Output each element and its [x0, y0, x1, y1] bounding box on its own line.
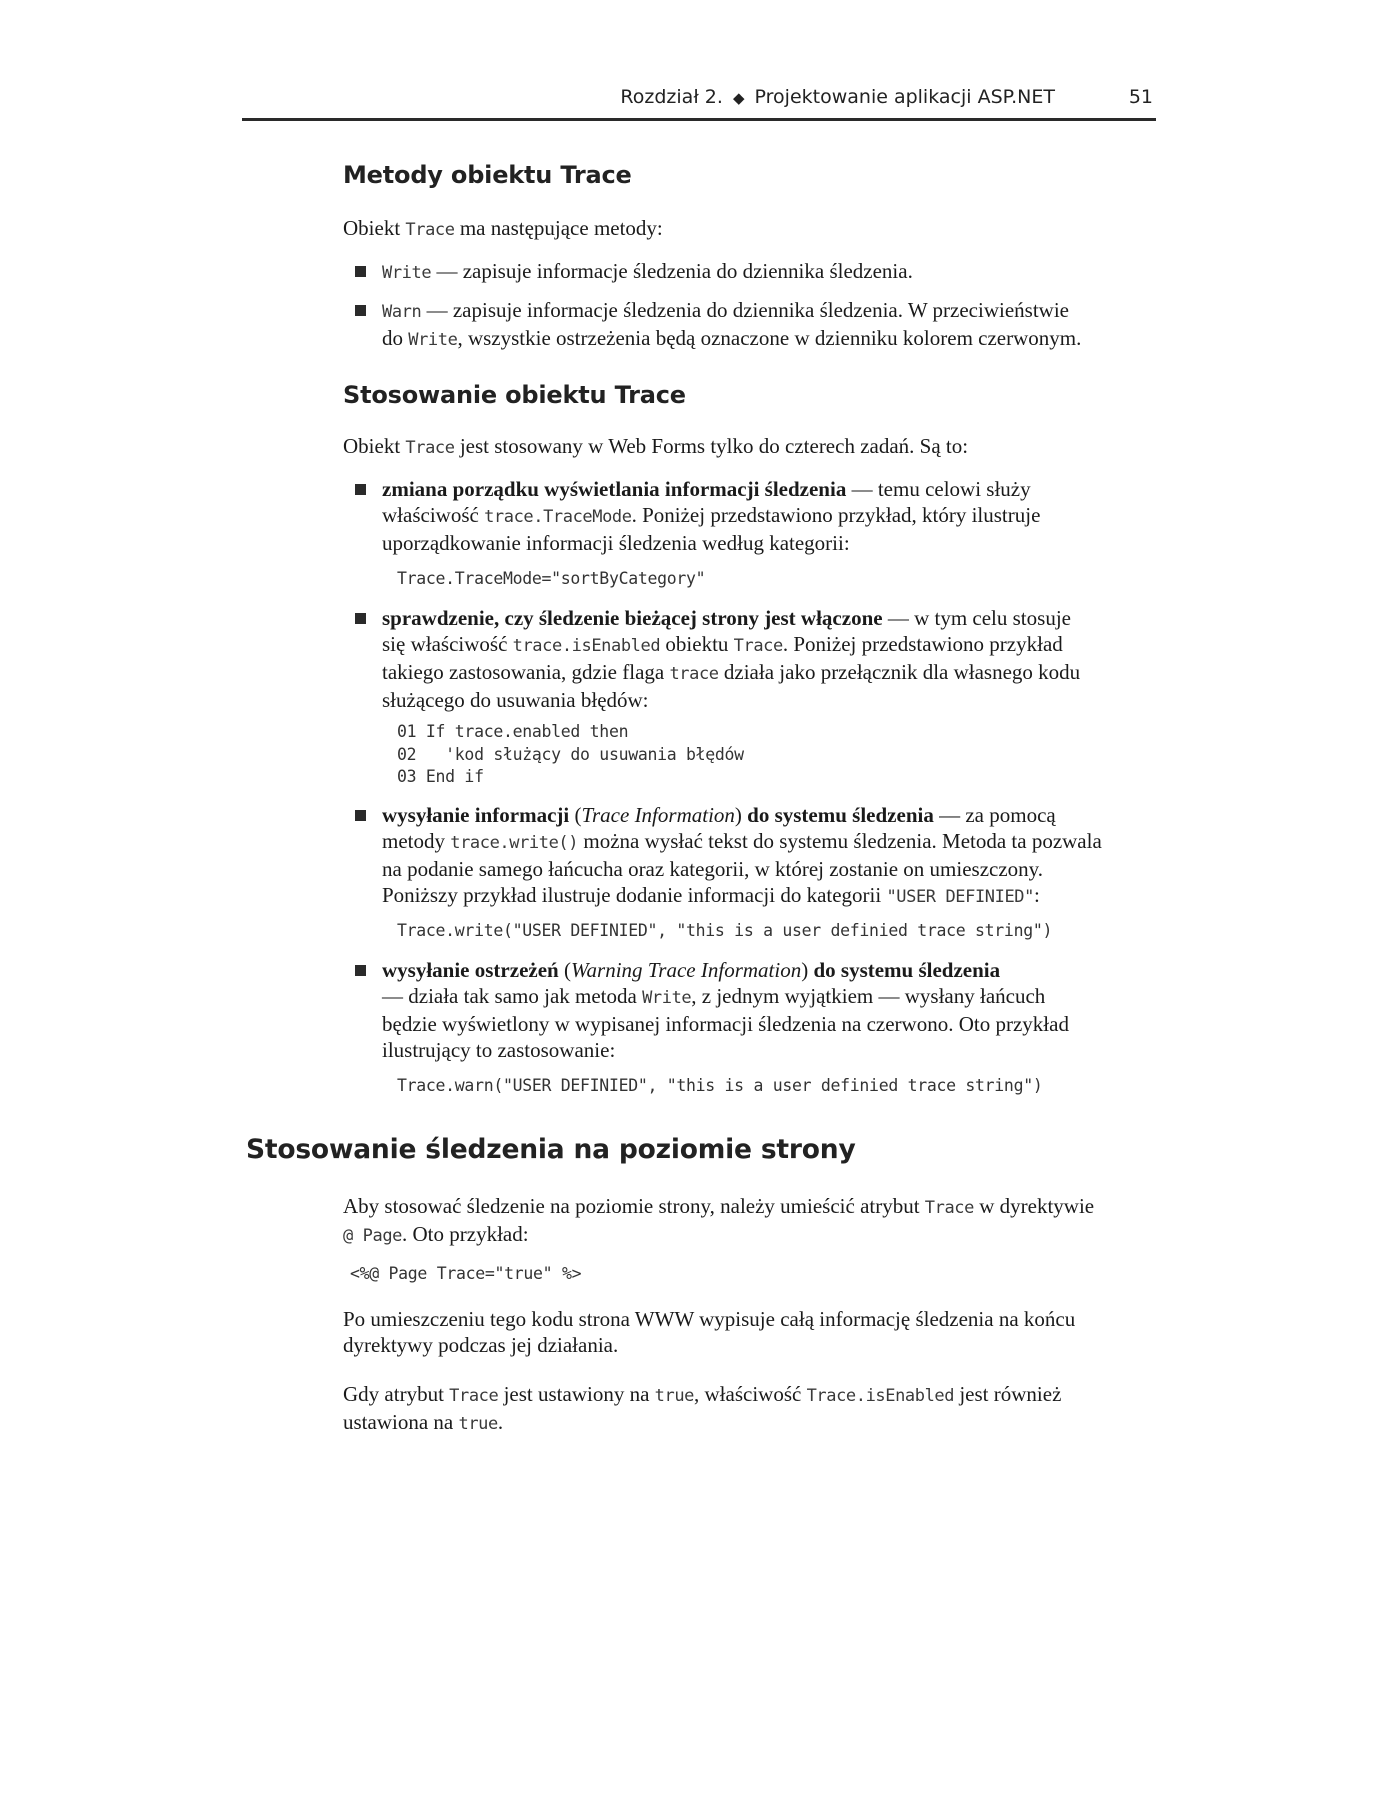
book-page: Rozdział 2. ◆ Projektowanie aplikacji ASP.NET 51 Metody obiektu Trace Obiekt Trace ma następujące metody: Write — zapisuje informacje śledzenia do dziennika śledzenia. Warn — zapisuje informacje śledzenia do dziennika śledzenia. W przeciwieństwie do Write, wszystkie ostrzeżenia będą oznaczone w dzienniku kolorem czerwonym. Stosowanie obiektu Trace Obiekt Trace jest stosowany w Web Forms tylko do czterech zadań. Są to: zmiana porządku wyświetlania informacji śledzenia — temu celowi służy właściwość trace.TraceMode. Poniżej przedstawiono przykład, który ilustruje uporządkowanie informacji śledzenia według kategorii: Trace.TraceMode="sortByCategory" sprawdzenie, czy śledzenie bieżącej strony jest włączone — w tym celu stosuje się właściwość trace.isEnabled obiektu Trace. Poniżej przedstawiono przykład takiego zastosowania, gdzie flaga trace działa jako przełącznik dla własnego kodu służącego do usuwania błędów: 01 If trace.enabled then 02 'kod służący do usuwania błędów 03 End if wysyłanie informacji (Trace Information) do systemu śledzenia –– za pomocą metody trace.write() można wysłać tekst do systemu śledzenia. Metoda ta pozwala na podanie samego łańcucha oraz kategorii, w której zostanie on umieszczony. Poniższy przykład ilustruje dodanie informacji do kategorii "USER DEFINIED": Trace.write("USER DEFINIED", "this is a user definied trace string") wysyłanie ostrzeżeń (Warning Trace Information) do systemu śledzenia — działa tak samo jak metoda Write, z jednym wyjątkiem — wysłany łańcuch będzie wyświetlony w wypisanej informacji śledzenia na czerwono. Oto przykład ilustrujący to zastosowanie: Trace.warn("USER DEFINIED", "this is a user definied trace string") Stosowanie śledzenia na poziomie strony Aby stosować śledzenie na poziomie strony, należy umieścić atrybut Trace w dyrektywie @ Page. Oto przykład: <%@ Page Trace="true" %> Po umieszczeniu tego kodu strona WWW wypisuje całą informację śledzenia na końcu dyrektywy podczas jej działania. Gdy atrybut Trace jest ustawiony na true, właściwość Trace.isEnabled jest również ustawiona na true. — [0, 0, 1400, 1812]
bullet-square-icon — [355, 305, 366, 316]
code-example: <%@ Page Trace="true" %> — [350, 1264, 582, 1283]
page-number: 51 — [1128, 86, 1153, 108]
chapter-label: Rozdział 2. — [620, 86, 723, 108]
diamond-icon: ◆ — [732, 89, 745, 107]
bullet-square-icon — [355, 810, 366, 821]
code-example: Trace.warn("USER DEFINIED", "this is a user definied trace string") — [397, 1076, 1043, 1095]
heading-page-level-tracing: Stosowanie śledzenia na poziomie strony — [246, 1134, 856, 1165]
paragraph: Gdy atrybut Trace jest ustawiony na true, właściwość Trace.isEnabled jest również ustawiona na true. — [343, 1382, 1062, 1434]
code-line: 03 End if — [397, 767, 484, 786]
paragraph: Po umieszczeniu tego kodu strona WWW wypisuje całą informację śledzenia na końcu dyrektywy podczas jej działania. — [343, 1307, 1076, 1357]
chapter-name: Projektowanie aplikacji ASP.NET — [754, 86, 1055, 108]
paragraph: Obiekt Trace ma następujące metody: — [343, 216, 663, 240]
paragraph: Obiekt Trace jest stosowany w Web Forms tylko do czterech zadań. Są to: — [343, 434, 969, 458]
paragraph: Aby stosować śledzenie na poziomie strony, należy umieścić atrybut Trace w dyrektywie @ Page. Oto przykład: — [343, 1194, 1095, 1246]
heading-using-trace: Stosowanie obiektu Trace — [343, 381, 686, 409]
heading-trace-methods: Metody obiektu Trace — [343, 161, 632, 189]
chapter-title — [620, 86, 1055, 108]
code-example: Trace.write("USER DEFINIED", "this is a user definied trace string") — [397, 921, 1053, 940]
bullet-square-icon — [355, 266, 366, 277]
code-line: 01 If trace.enabled then — [397, 722, 629, 741]
bullet-square-icon — [355, 484, 366, 495]
code-line: 02 'kod służący do usuwania błędów — [397, 745, 744, 764]
code-example: Trace.TraceMode="sortByCategory" — [397, 569, 706, 588]
bullet-square-icon — [355, 965, 366, 976]
bullet-square-icon — [355, 613, 366, 624]
running-header — [242, 82, 1156, 121]
